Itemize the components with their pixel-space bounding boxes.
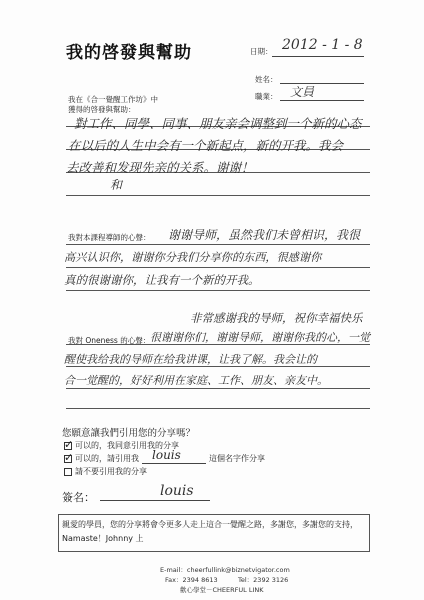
- footer-signoff: Namaste！Johnny 上: [62, 534, 144, 543]
- alias-value: louis: [152, 447, 181, 462]
- date-line: [272, 56, 364, 57]
- gain-label-2: 獲得的啓發與幫助：: [68, 105, 136, 114]
- share-option-name[interactable]: [64, 447, 265, 464]
- contact-tel: Tel：2392 3126: [238, 576, 289, 584]
- gain-answer-line[interactable]: 和: [110, 178, 123, 192]
- option-label: 請不要引用我的分享: [75, 467, 147, 476]
- oneness-answer-line[interactable]: 很谢谢你们，谢谢导师，谢谢你我的心，一觉: [150, 331, 370, 344]
- oneness-answer-line[interactable]: 非常感谢我的导师，祝你幸福快乐: [190, 311, 363, 325]
- gain-answer-line[interactable]: 對工作、同學、同事、朋友亲会调整到一个新的心态: [74, 116, 362, 131]
- oneness-answer-line[interactable]: 醒使我给我的导师在给我讲课，让我了解。我会让的: [64, 353, 317, 366]
- checkbox-checked-icon[interactable]: [64, 442, 72, 450]
- teacher-label: 我對本課程導師的心聲：: [68, 233, 151, 242]
- name-label: 姓名：: [255, 75, 278, 84]
- teacher-answer-line[interactable]: 高兴认识你，谢谢你分我们分享你的东西，很感谢你: [64, 251, 322, 264]
- answer-line: [66, 388, 370, 389]
- gain-answer-line[interactable]: 在以后的人生中会有一个新起点，新的开我。我会: [68, 138, 344, 153]
- form-title: 我的啓發與幫助: [66, 43, 192, 63]
- contact-email: E-mail：cheerfullink@biznetvigator.com: [160, 566, 290, 574]
- oneness-label: 我對 Oneness 的心聲：: [68, 336, 151, 345]
- signature-field[interactable]: [100, 500, 210, 501]
- gain-label-1: 我在《合一覺醒工作坊》中: [68, 95, 158, 104]
- checkbox-icon[interactable]: [64, 468, 72, 476]
- option-label: 這個名字作分享: [209, 454, 265, 463]
- gain-answer-line[interactable]: 去改善和发现先亲的关系。谢谢！: [66, 160, 254, 175]
- contact-fax: Fax：2394 8613: [165, 576, 218, 584]
- date-value[interactable]: 2012 - 1 - 8: [282, 37, 363, 53]
- checkbox-checked-icon[interactable]: [64, 455, 72, 463]
- footer-message: 親愛的學員，您的分享將會令更多人走上這合一覺醒之路，多謝您，多謝您的支持，: [62, 520, 358, 529]
- org-name: 歡心學堂－CHEERFUL LINK: [180, 586, 264, 594]
- teacher-answer-line[interactable]: 真的很谢谢你，让我有一个新的开我。: [64, 273, 260, 287]
- oneness-answer-line[interactable]: 合一觉醒的，好好利用在家庭、工作、朋友、亲友中。: [64, 374, 328, 387]
- answer-line: [66, 267, 370, 268]
- option-label: 可以的，我同意引用我的分享: [75, 441, 179, 450]
- answer-line: [66, 195, 370, 196]
- teacher-answer-line[interactable]: 谢谢导师，虽然我们未曾相识，我很: [168, 228, 361, 242]
- answer-line: [66, 244, 370, 245]
- alias-field[interactable]: [142, 447, 206, 464]
- signature-value: louis: [160, 483, 194, 499]
- share-question: 您願意讓我們引用您的分享嗎？: [62, 428, 196, 439]
- option-label: 可以的，請引用我: [75, 454, 139, 463]
- job-value[interactable]: 文員: [290, 85, 315, 99]
- job-label: 職業：: [255, 92, 278, 101]
- answer-line: [66, 408, 370, 409]
- share-option-decline[interactable]: [64, 466, 147, 477]
- job-field-line: [280, 100, 364, 101]
- answer-line: [66, 290, 370, 291]
- signature-label: 簽名：: [62, 491, 95, 504]
- date-label: 日期：: [250, 47, 273, 56]
